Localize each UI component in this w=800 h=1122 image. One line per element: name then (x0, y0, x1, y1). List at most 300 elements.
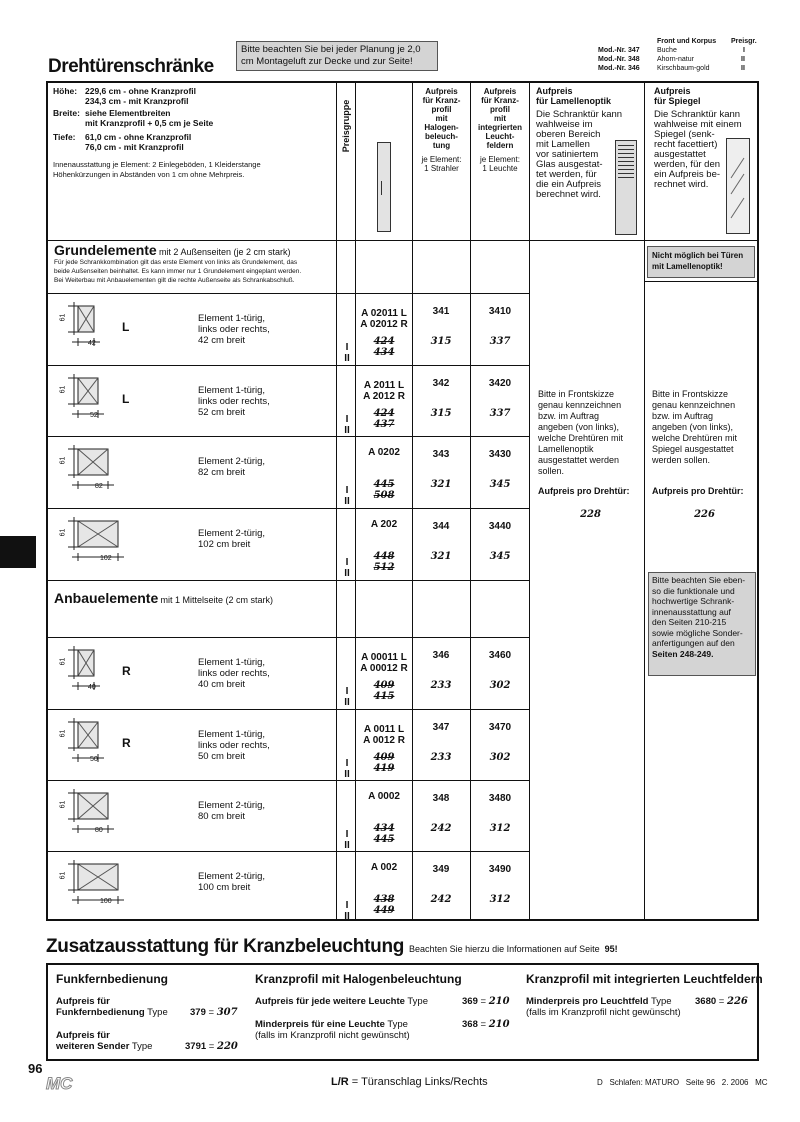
preisgruppe-value: II (344, 840, 350, 851)
halogen-minder (255, 1019, 455, 1041)
leucht-header-line: integrierten (477, 123, 522, 132)
halogen-header-line: mit (435, 114, 448, 123)
depth-label: 61 (59, 871, 67, 880)
spiegel-text-line: recht facettiert) (654, 139, 718, 150)
nicht-moeglich-line: mit Lamellenoptik! (652, 262, 723, 271)
description-line: 52 cm breit (198, 407, 245, 418)
preisgruppe-cell (341, 485, 353, 507)
leucht-header-line: Leucht- (485, 132, 515, 141)
preisgruppe-value: II (344, 425, 350, 436)
row-divider (47, 365, 530, 366)
leucht-header-line: mit (494, 114, 506, 123)
description-line: links oder rechts, (198, 740, 270, 751)
description-line: Element 2-türig, (198, 871, 266, 882)
cabinet-sketch-icon (56, 513, 136, 573)
price-group-1: 434 (373, 823, 395, 834)
model-name: Ahorn-natur (657, 56, 694, 63)
lamellen-text-line: oberen Bereich (536, 129, 601, 140)
description-line: 102 cm breit (198, 539, 251, 550)
halogen-header (413, 87, 470, 173)
halogen-type-code: 343 (432, 449, 450, 460)
price-group-1: 409 (373, 680, 395, 691)
depth-label: 61 (59, 729, 67, 738)
row-divider (47, 709, 530, 710)
price-group-1: 424 (373, 336, 395, 347)
price-group-2: 437 (373, 419, 395, 430)
door-side-label: L (122, 392, 130, 406)
halogen-header-line: Halogen- (424, 123, 459, 132)
door-side-label: R (122, 664, 131, 678)
element-prices (356, 680, 412, 702)
halogen-price: 233 (430, 680, 452, 691)
model-list (598, 47, 758, 74)
cabinet-sketch-icon (56, 642, 112, 702)
halogen-type-code: 342 (432, 378, 450, 389)
lamellen-text-line: berechnet wird. (536, 189, 601, 200)
lamellen-title-line: für Lamellenoptik (536, 96, 612, 106)
preisgruppe-value: I (345, 686, 349, 697)
description-line: Element 2-türig, (198, 456, 266, 467)
element-description (198, 313, 328, 346)
spiegel-note-line: welche Drehtüren mit (652, 433, 738, 443)
article-code-line: A 00011 L (361, 652, 407, 663)
leucht-header (471, 87, 529, 173)
funk-type: Type (147, 1007, 168, 1018)
innen-note-2: Höhenkürzungen in Abständen von 1 cm ohne Mehrpreis. (53, 170, 245, 179)
hoehe-value-2: 234,3 cm - mit Kranzprofil (85, 96, 189, 106)
price-group-2: 449 (373, 905, 395, 916)
leucht-zusatz-title: Kranzprofil mit integrierten Leuchtfeldern (526, 972, 763, 986)
price-group-1: 438 (373, 894, 395, 905)
article-code (349, 308, 419, 330)
leucht-price: 302 (489, 752, 511, 763)
article-code (349, 652, 419, 674)
element-description (198, 456, 328, 478)
preisgruppe-value: I (345, 900, 349, 911)
leucht-sub-line: je Element: (479, 155, 521, 164)
halogen-type-code: 348 (432, 793, 450, 804)
legend-key: L/R (331, 1076, 349, 1088)
halogen-minder-code: 368 (462, 1019, 478, 1030)
tiefe-label: Tiefe: (53, 132, 76, 142)
leucht-minder-code: 3680 (695, 996, 717, 1007)
preisgruppe-value: I (345, 758, 349, 769)
element-description (198, 729, 328, 762)
spiegel-note-line: Bitte in Frontskizze (652, 389, 729, 399)
spiegel-text-line: rechnet wird. (654, 179, 709, 190)
halogen-price: 321 (430, 479, 452, 490)
cabinet-sketch-icon (56, 298, 112, 358)
article-code-line: A 0011 L (363, 724, 405, 735)
width-label: 102 (100, 555, 112, 562)
leucht-price: 312 (489, 823, 511, 834)
halogen-sub-line: je Element: (421, 155, 462, 164)
halogen-type-code: 344 (432, 521, 450, 532)
halogen-header-line: Aufpreis (425, 87, 458, 96)
description-line: Element 2-türig, (198, 528, 266, 539)
price-group-1: 445 (373, 479, 395, 490)
element-description (198, 528, 328, 550)
page-title: Drehtürenschränke (48, 56, 214, 77)
lamellen-text-line: mit Lamellen (536, 139, 590, 150)
zusatz-hint: Beachten Sie hierzu die Informationen auf Seite (409, 944, 600, 954)
width-label: 42 (88, 340, 96, 347)
lamellen-note-line: Bitte in Frontskizze (538, 389, 615, 399)
description-line: Element 1-türig, (198, 657, 266, 668)
preisgruppe-value: II (344, 697, 350, 708)
grundelemente-title: Grundelemente (54, 242, 157, 258)
description-line: 82 cm breit (198, 467, 245, 478)
front-korpus-label: Front und Korpus (657, 38, 717, 45)
hoehe-label: Höhe: (53, 86, 78, 96)
preisgruppe-cell (341, 758, 353, 780)
door-side-label: L (122, 320, 130, 334)
depth-label: 61 (59, 800, 67, 809)
dimensions-info (53, 86, 333, 180)
element-prices (356, 551, 412, 573)
halogen-minder-price: 210 (488, 1019, 510, 1030)
price-group-1: 409 (373, 752, 395, 763)
funk-code: 379 (190, 1007, 206, 1018)
lamellen-note-line: Lamellenoptik (538, 444, 594, 454)
description-line: Element 1-türig, (198, 729, 266, 740)
spiegel-text-line: Die Schranktür kann (654, 109, 741, 120)
leucht-type-code: 3480 (488, 793, 512, 804)
col-divider (336, 82, 337, 920)
halogen-minder-note: (falls im Kranzprofil nicht gewünscht) (255, 1030, 410, 1041)
zusatz-section (46, 936, 618, 958)
halogen-price: 315 (430, 408, 452, 419)
halogen-weitere (255, 996, 428, 1007)
depth-label: 61 (59, 456, 67, 465)
leucht-type-code: 3440 (488, 521, 512, 532)
halogen-price: 242 (430, 894, 452, 905)
lamellen-door-icon (615, 140, 637, 235)
element-description (198, 385, 328, 418)
anbauelemente-section (54, 590, 336, 606)
halogen-type-code: 347 (432, 722, 450, 733)
leucht-minder-note: (falls im Kranzprofil nicht gewünscht) (526, 1007, 681, 1018)
hinweis-line: Seiten 248-249. (652, 648, 714, 659)
row-divider (645, 281, 758, 282)
row-divider (47, 436, 530, 437)
spiegel-note-line: Spiegel ausgestattet (652, 444, 734, 454)
leucht-minder-price-line (695, 996, 748, 1007)
leucht-type-code: 3470 (488, 722, 512, 733)
col-divider (529, 82, 530, 920)
preisgruppe-value: II (344, 911, 350, 922)
price-group-1: 448 (373, 551, 395, 562)
lamellen-text-line: Glas ausgestat- (536, 159, 603, 170)
leucht-minder-price: 226 (726, 996, 748, 1007)
zusatz-title: Zusatzausstattung für Kranzbeleuchtung (46, 936, 405, 957)
article-code-line: A 02012 R (360, 319, 408, 330)
depth-label: 61 (59, 657, 67, 666)
halogen-price: 233 (430, 752, 452, 763)
price-group-2: 415 (373, 691, 395, 702)
description-line: links oder rechts, (198, 396, 270, 407)
leucht-sub-line: 1 Leuchte (482, 164, 518, 173)
zusatz-hint-page: 95! (604, 944, 618, 954)
price-group-2: 419 (373, 763, 395, 774)
lamellen-text-line: wahlweise im (536, 119, 593, 130)
lamellen-text-line: vor satiniertem (536, 149, 599, 160)
model-preisgruppe: II (741, 56, 745, 63)
spiegel-text-line: ausgestattet (654, 149, 706, 160)
funk-price-line (190, 1007, 238, 1018)
halogen-weitere-price-line (462, 996, 510, 1007)
article-code-line: A 0012 R (363, 735, 405, 746)
preisgruppe-value: II (344, 496, 350, 507)
article-code-line: A 2012 R (363, 391, 405, 402)
hinweis-line: sowie mögliche Sonder- (652, 627, 743, 638)
article-code (349, 791, 419, 802)
preisgruppe-cell (341, 829, 353, 851)
hinweis-line: Bitte beachten Sie eben- (652, 575, 746, 585)
article-code (349, 447, 419, 458)
element-description (198, 871, 328, 893)
element-description (198, 657, 328, 690)
spiegel-note-line: genau kennzeichnen (652, 400, 736, 410)
description-line: Element 1-türig, (198, 313, 266, 324)
row-divider (47, 508, 530, 509)
leucht-price: 345 (489, 551, 511, 562)
leucht-price: 337 (489, 336, 511, 347)
equals-sign: = (480, 1019, 487, 1030)
leucht-header-line: Aufpreis (483, 87, 517, 96)
sender-code: 3791 (185, 1041, 207, 1052)
description-line: 100 cm breit (198, 882, 251, 893)
anbauelemente-subtitle: mit 1 Mittelseite (2 cm stark) (160, 595, 274, 605)
lamellen-note-line: genau kennzeichnen (538, 400, 622, 410)
spiegel-note (652, 389, 757, 520)
model-number: Mod.-Nr. 348 (598, 56, 640, 63)
sender-label-1: Aufpreis für (56, 1030, 110, 1041)
description-line: Element 1-türig, (198, 385, 266, 396)
hinweis-line: so die funktionale und (652, 585, 735, 596)
halogen-weitere-code: 369 (462, 996, 478, 1007)
article-code (349, 380, 419, 402)
sender-type: Type (131, 1041, 153, 1052)
halogen-header-line: beleuch- (425, 132, 458, 141)
lamellen-note-line: bzw. im Auftrag (538, 411, 600, 421)
halogen-header-line: tung (432, 141, 451, 150)
article-code-line: A 202 (370, 519, 398, 530)
leucht-type-code: 3460 (488, 650, 512, 661)
lamellen-note-line: sollen. (538, 466, 565, 476)
halogen-type-code: 346 (432, 650, 450, 661)
article-code (349, 519, 419, 530)
model-row (598, 65, 758, 74)
hinweis-line: innenausstattung auf (652, 606, 731, 617)
preisgruppe-cell (341, 900, 353, 922)
spiegel-text-line: Spiegel (senk- (654, 129, 715, 140)
leucht-header-line: profil (490, 105, 510, 114)
halogen-header-line: profil (431, 105, 452, 114)
preisgruppe-value: II (344, 769, 350, 780)
nicht-moeglich-note (647, 246, 755, 278)
equals-sign: = (208, 1041, 215, 1052)
model-name: Buche (657, 47, 677, 54)
halogen-weitere-type: Type (407, 996, 429, 1007)
leucht-header-line: feldern (486, 141, 514, 150)
lamellen-text-line: Die Schranktür kann (536, 109, 623, 120)
halogen-type-code: 341 (432, 306, 450, 317)
breite-value-1: siehe Elementbreiten (85, 108, 171, 118)
halogen-minder-price-line (462, 1019, 510, 1030)
element-description (198, 800, 328, 822)
model-preisgruppe: II (741, 65, 745, 72)
halogen-price: 315 (430, 336, 452, 347)
equals-sign: = (718, 996, 725, 1007)
element-prices (356, 752, 412, 774)
article-code-line: A 002 (370, 862, 398, 873)
article-code-line: A 00012 R (360, 663, 408, 674)
row-divider (47, 293, 530, 294)
funk-price: 307 (216, 1007, 238, 1018)
sender-price: 220 (216, 1041, 238, 1052)
halogen-minder-type: Type (387, 1019, 408, 1030)
price-group-2: 512 (373, 562, 395, 573)
width-label: 100 (100, 898, 112, 905)
description-line: links oder rechts, (198, 668, 270, 679)
grundelemente-section (54, 242, 336, 285)
grundelemente-desc (54, 258, 336, 285)
leucht-price: 337 (489, 408, 511, 419)
lamellen-title-line: Aufpreis (536, 86, 573, 96)
legend-text: = Türanschlag Links/Rechts (351, 1076, 488, 1088)
article-code (349, 724, 419, 746)
model-number: Mod.-Nr. 347 (598, 47, 640, 54)
preisgruppe-value: II (344, 353, 350, 364)
halogen-weitere-label: Aufpreis für jede weitere Leuchte (255, 996, 405, 1007)
preisgruppe-value: I (345, 829, 349, 840)
description-line: 40 cm breit (198, 679, 245, 690)
leucht-price: 345 (489, 479, 511, 490)
leucht-price: 302 (489, 680, 511, 691)
row-divider (47, 580, 530, 581)
funkfernbedienung-title: Funkfernbedienung (56, 972, 168, 986)
element-prices (356, 479, 412, 501)
cabinet-door-icon (377, 142, 391, 232)
grund-desc-line: Bei Weiterbau mit Anbauelementen gilt die rechte Außenseite als Schrankabschluß. (54, 277, 295, 284)
width-label: 82 (95, 483, 103, 490)
lamellen-text-line: tet werden, für (536, 169, 597, 180)
planning-note: Bitte beachten Sie bei jeder Planung je 2,0 cm Montageluft zur Decke und zur Seite! (236, 41, 438, 71)
funk-label-2: Funkfernbedienung (56, 1007, 145, 1018)
legend (331, 1076, 488, 1088)
row-divider (47, 780, 530, 781)
depth-label: 61 (59, 385, 67, 394)
leucht-price: 312 (489, 894, 511, 905)
preisgruppe-label: Preisgr. (731, 38, 757, 45)
cabinet-sketch-icon (56, 714, 116, 774)
description-line: Element 2-türig, (198, 800, 266, 811)
row-divider (47, 851, 530, 852)
sender-price-line (185, 1041, 238, 1052)
element-prices (356, 823, 412, 845)
hinweis-line: anfertigungen auf den (652, 638, 735, 648)
grund-desc-line: Für jede Schrankkombination gilt das erste Element von links als Grundelement, das (54, 259, 298, 266)
anbauelemente-title: Anbauelemente (54, 590, 159, 606)
model-row (598, 47, 758, 56)
model-name: Kirschbaum-gold (657, 65, 710, 72)
width-label: 52 (90, 412, 98, 419)
hoehe-value-1: 229,6 cm - ohne Kranzprofil (85, 86, 196, 96)
description-line: 80 cm breit (198, 811, 245, 822)
preisgruppe-cell (341, 686, 353, 708)
lamellen-text-line: die ein Aufpreis (536, 179, 601, 190)
cabinet-sketch-icon (56, 441, 126, 501)
spiegel-text-line: werden, für den (654, 159, 721, 170)
lamellen-pro-label: Aufpreis pro Drehtür: (538, 486, 630, 496)
width-label: 40 (88, 684, 96, 691)
sender-label-2: weiteren Sender (56, 1041, 130, 1052)
article-code-line: A 0202 (368, 447, 400, 458)
model-row (598, 56, 758, 65)
price-group-2: 434 (373, 347, 395, 358)
article-code-line: A 2011 L (363, 380, 405, 391)
preisgruppe-cell (341, 342, 353, 364)
spiegel-price: 226 (694, 509, 715, 520)
cabinet-sketch-icon (56, 370, 116, 430)
halogen-header-line: für Kranz- (422, 96, 461, 105)
description-line: links oder rechts, (198, 324, 270, 335)
page-number: 96 (28, 1061, 43, 1076)
lamellen-price: 228 (580, 509, 601, 520)
leucht-minder-label: Minderpreis pro Leuchtfeld (526, 996, 649, 1007)
leucht-header-line: für Kranz- (481, 96, 519, 105)
halogen-price: 321 (430, 551, 452, 562)
spiegel-text-line: ein Aufpreis be- (654, 169, 721, 180)
leucht-type-code: 3430 (488, 449, 512, 460)
description-line: 42 cm breit (198, 335, 245, 346)
model-preisgruppe: I (743, 47, 745, 54)
price-group-1: 424 (373, 408, 395, 419)
preisgruppe-cell (341, 557, 353, 579)
row-divider (47, 240, 758, 241)
col-divider (644, 82, 645, 920)
model-number: Mod.-Nr. 346 (598, 65, 640, 72)
spiegel-title-line: für Spiegel (654, 96, 701, 106)
halogen-price: 242 (430, 823, 452, 834)
price-group-2: 445 (373, 834, 395, 845)
article-code-line: A 0002 (368, 791, 400, 802)
depth-label: 61 (59, 528, 67, 537)
spiegel-text-line: wahlweise mit einem (654, 119, 742, 130)
spiegel-note-line: werden sollen. (652, 455, 711, 465)
leucht-minder-type: Type (650, 996, 672, 1007)
tiefe-value-2: 76,0 cm - mit Kranzprofil (85, 142, 184, 152)
element-prices (356, 408, 412, 430)
spiegel-note-line: bzw. im Auftrag (652, 411, 714, 421)
halogen-zusatz-title: Kranzprofil mit Halogenbeleuchtung (255, 972, 462, 986)
preisgruppe-value: II (344, 568, 350, 579)
hinweis-line: den Seiten 210-215 (652, 617, 727, 627)
description-line: 50 cm breit (198, 751, 245, 762)
preisgruppe-value: I (345, 557, 349, 568)
spiegel-pro-label: Aufpreis pro Drehtür: (652, 486, 744, 496)
funk-label-1: Aufpreis für (56, 996, 110, 1007)
spiegel-note-line: angeben (von links), (652, 422, 734, 432)
breite-label: Breite: (53, 108, 80, 118)
halogen-type-code: 349 (432, 864, 450, 875)
leucht-type-code: 3420 (488, 378, 512, 389)
door-side-label: R (122, 736, 131, 750)
preisgruppe-value: I (345, 485, 349, 496)
leucht-type-code: 3410 (488, 306, 512, 317)
hinweis-line: hochwertige Schrank- (652, 596, 735, 606)
